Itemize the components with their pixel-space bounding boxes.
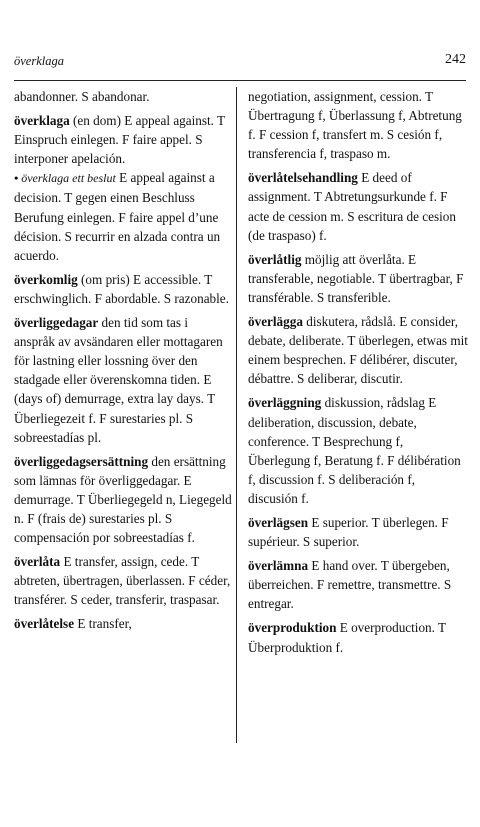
page-header — [14, 48, 466, 76]
headword: överläggning — [248, 395, 322, 411]
definition: E transfer, assign, cede. T abtreten, übertragen, überlassen. F céder, transférer. S ceder, transferir, traspasar. — [14, 554, 231, 608]
headword: överlåtelse — [14, 616, 75, 632]
headword: överkomlig — [14, 271, 78, 287]
headword: överklaga — [14, 113, 70, 129]
dictionary-entry — [248, 618, 468, 656]
headword: överlämna — [248, 558, 309, 574]
header-rule — [14, 80, 466, 81]
column-divider — [236, 87, 237, 743]
definition: E hand over. T übergeben, überreichen. F remettre, transmettre. S entregar. — [248, 558, 452, 612]
headword: överlägsen — [248, 514, 309, 530]
left-column — [14, 87, 232, 639]
page-number: 242 — [445, 52, 466, 67]
definition: diskussion, rådslag E deliberation, discussion, debate, conference. T Besprechung f, Überlegung f, Beratung f. F délibération f, discussion f. S deliberación f, discusión f. — [248, 395, 461, 506]
phrase: • överklaga ett beslut — [14, 171, 116, 185]
definition: E transfer, — [74, 616, 132, 632]
definition: (om pris) E accessible. T erschwinglich. F abordable. S razonable. — [14, 271, 229, 306]
definition: E superior. T überlegen. F supérieur. S superior. — [248, 514, 449, 550]
headword: överproduktion — [248, 620, 337, 636]
headword: överliggedagsersättning — [14, 453, 149, 469]
definition: möjlig att överlåta. E transferable, negotiable. T übertragbar, F transférable. S transferible. — [248, 251, 464, 305]
dictionary-entry — [14, 452, 232, 547]
dictionary-entry — [14, 111, 232, 265]
definition: E overproduction. T Überproduktion f. — [248, 620, 446, 655]
definition: E deed of assignment. T Abtretungsurkunde f. F acte de cession m. S escritura de cesion (de traspaso) f. — [248, 170, 456, 243]
headword: överlåta — [14, 554, 61, 570]
headword: överlåtlig — [248, 251, 302, 267]
dictionary-entry — [248, 250, 468, 307]
dictionary-entry — [14, 614, 232, 633]
definition: (en dom) E appeal against. T Einspruch einlegen. F faire appel. S interponer apelación. — [14, 113, 225, 167]
dictionary-entry — [14, 270, 232, 308]
headword: överlägga — [248, 314, 303, 330]
headword: överliggedagar — [14, 315, 99, 331]
dictionary-entry — [14, 552, 232, 609]
headword: överlåtelsehandling — [248, 170, 358, 186]
phrase-definition: E appeal against a decision. T gegen einen Beschluss Berufung einlegen. F faire appel d’une décision. S recurrir en alzada contra un acuerdo. — [14, 170, 221, 263]
definition: den tid som tas i anspråk av avsändaren eller mottagaren för lastning eller lossning över den stadgade eller överenskomna tiden. E (days of) demurrage, extra lay days. T Überliegezeit f. F surestaries pl. S sobreestadías pl. — [14, 315, 223, 445]
dictionary-entry — [14, 313, 232, 447]
definition: diskutera, rådslå. E consider, debate, deliberate. T überlegen, etwas mit einem besprechen. F délibérer, discuter, débattre. S deliberar, discutir. — [248, 314, 468, 387]
dictionary-entry — [248, 513, 468, 551]
definition: den ersättning som lämnas för överliggedagar. E demurrage. T Überliegegeld n, Liegegeld n. F (frais de) surestaries pl. S compensación por sobreestadías f. — [14, 453, 232, 546]
continued-text: abandonner. S abandonar. — [14, 89, 150, 104]
dictionary-entry — [248, 556, 468, 613]
continued-text: negotiation, assignment, cession. T Übertragung f, Überlassung f, Abtretung f. F cession f, transfert m. S cesión f, transferencia f, traspaso m. — [248, 89, 462, 162]
dictionary-entry — [248, 168, 468, 244]
dictionary-entry — [248, 312, 468, 388]
right-column — [248, 87, 468, 662]
dictionary-entry — [248, 393, 468, 508]
running-head: överklaga — [14, 54, 64, 68]
